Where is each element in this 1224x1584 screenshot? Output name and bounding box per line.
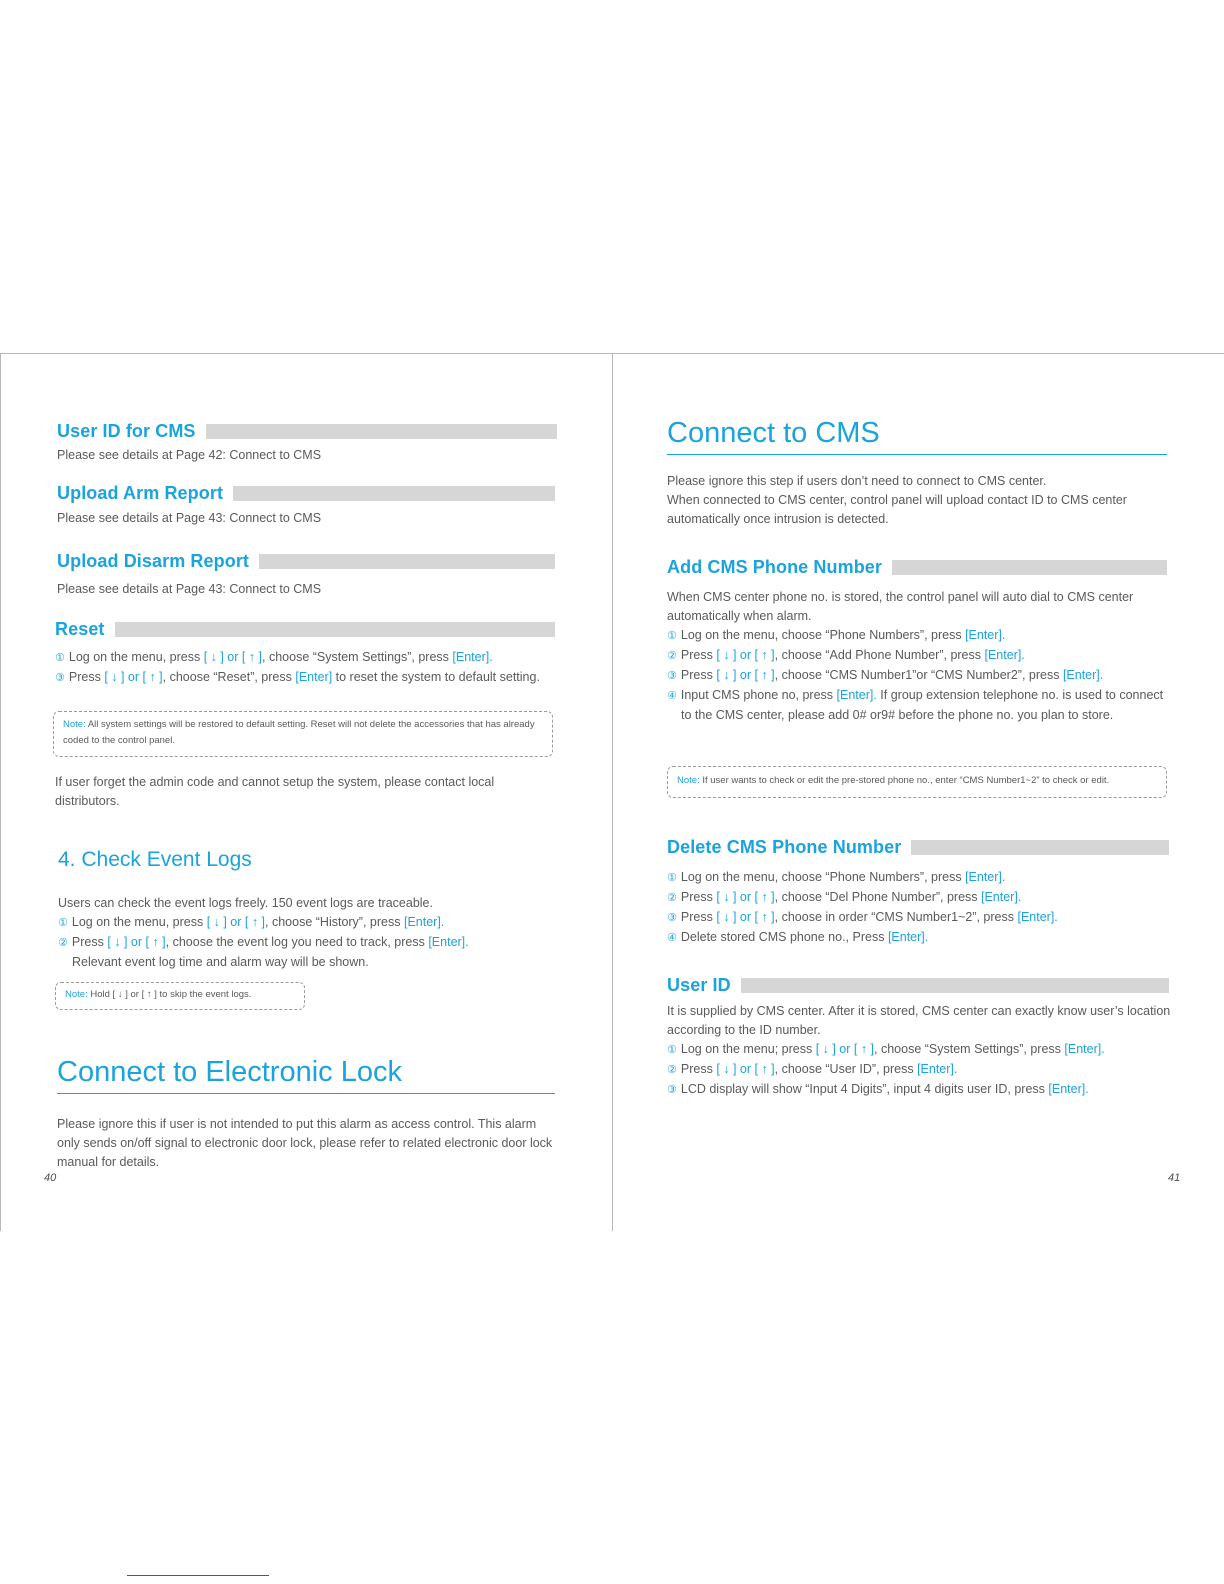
step-number: ① [667, 630, 677, 642]
key-arrows: [ ↓ ] or [ ↑ ] [716, 668, 775, 682]
connect-to-cms-title: Connect to CMS [667, 417, 1167, 455]
step-number: ③ [667, 1084, 677, 1096]
step-number: ② [667, 892, 677, 904]
step-text: , choose “Reset”, press [162, 670, 296, 684]
enter-key: [Enter]. [1064, 1042, 1105, 1056]
step-text: Delete stored CMS phone no., Press [680, 930, 888, 944]
user-id-title: User ID [667, 975, 731, 995]
step-text: Log on the menu, press [71, 915, 207, 929]
heading-bar [892, 560, 1167, 575]
step-text: , choose “User ID”, press [774, 1062, 918, 1076]
step-text: LCD display will show “Input 4 Digits”, input 4 digits user ID, press [680, 1082, 1049, 1096]
page-number-right: 41 [1168, 1172, 1181, 1184]
reset-step [55, 668, 545, 688]
step-text: Press [68, 670, 105, 684]
step-text: Log on the menu, choose “Phone Numbers”, press [680, 870, 966, 884]
event-log-step [58, 933, 548, 953]
add-cms-phone-heading [667, 557, 1167, 578]
key-arrows: [ ↓ ] or [ ↑ ] [104, 670, 163, 684]
upload-disarm-report-text: Please see details at Page 43: Connect to CMS [57, 582, 322, 596]
reset-title: Reset [55, 619, 105, 639]
event-log-step-continued: Relevant event log time and alarm way will be shown. [72, 955, 369, 969]
upload-arm-report-heading [57, 483, 555, 504]
delete-phone-step [667, 908, 1172, 928]
step-text: to reset the system to default setting. [332, 670, 540, 684]
cms-intro-line: When connected to CMS center, control panel will upload contact ID to CMS center automatically once intrusion is detected. [667, 493, 1127, 526]
reset-steps [55, 648, 545, 688]
note-label: Note: [65, 989, 88, 1000]
step-text: , choose in order “CMS Number1~2”, press [774, 910, 1018, 924]
key-arrows: [ ↓ ] or [ ↑ ] [716, 910, 775, 924]
enter-key: [Enter]. [887, 930, 929, 944]
cms-intro-line: Please ignore this step if users don’t need to connect to CMS center. [667, 474, 1047, 488]
step-text: , choose “System Settings”, press [262, 650, 453, 664]
user-id-body [667, 1002, 1172, 1100]
enter-key: [Enter]. [1062, 668, 1104, 682]
step-text: , choose “Add Phone Number”, press [774, 648, 985, 662]
step-number: ② [667, 650, 677, 662]
add-phone-note [667, 766, 1167, 798]
add-phone-intro: When CMS center phone no. is stored, the control panel will auto dial to CMS center automatically when alarm. [667, 590, 1134, 623]
note-text: All system settings will be restored to default setting. Reset will not delete the accessories that has already coded to the control panel. [63, 719, 535, 746]
step-text: Input CMS phone no, press [680, 688, 837, 702]
upload-arm-report-title: Upload Arm Report [57, 483, 224, 503]
user-id-step [667, 1040, 1172, 1060]
upload-disarm-report-title: Upload Disarm Report [57, 551, 250, 571]
event-logs-note [55, 982, 305, 1010]
event-log-step [58, 913, 548, 933]
delete-cms-phone-heading [667, 837, 1169, 858]
user-id-for-cms-text: Please see details at Page 42: Connect to CMS [57, 448, 322, 462]
upload-disarm-report-heading [57, 551, 555, 572]
check-event-logs-title: 4. Check Event Logs [58, 848, 252, 871]
step-number: ① [55, 652, 65, 664]
step-text: Press [680, 648, 717, 662]
enter-key: [Enter]. [1048, 1082, 1089, 1096]
step-text: Log on the menu; press [680, 1042, 816, 1056]
user-id-intro: It is supplied by CMS center. After it is stored, CMS center can exactly know user’s location according to the ID number. [667, 1004, 1171, 1037]
event-logs-body [58, 894, 548, 972]
user-id-heading [667, 975, 1169, 996]
enter-key: [Enter]. [836, 688, 877, 702]
step-number: ② [667, 1064, 677, 1076]
step-text: , choose the event log you need to track, press [165, 935, 429, 949]
step-text: , choose “Del Phone Number”, press [774, 890, 981, 904]
left-page-border [0, 353, 1, 1231]
heading-bar [115, 622, 555, 637]
user-id-for-cms-heading [57, 421, 557, 442]
step-number: ③ [667, 670, 677, 682]
user-id-for-cms-title: User ID for CMS [57, 421, 196, 441]
enter-key: [Enter]. [984, 648, 1025, 662]
connect-electronic-lock-title: Connect to Electronic Lock [57, 1056, 555, 1094]
reset-step [55, 648, 545, 668]
step-text: Press [680, 668, 717, 682]
add-cms-phone-title: Add CMS Phone Number [667, 557, 883, 577]
step-number: ① [667, 872, 677, 884]
key-arrows: [ ↓ ] or [ ↑ ] [716, 648, 775, 662]
reset-heading [55, 619, 555, 640]
step-text: If group extension telephone no. is used to connect to the CMS center, please add 0# or9# before the phone no. you plan to store. [681, 688, 1164, 722]
add-phone-step [667, 646, 1172, 666]
key-arrows: [ ↓ ] or [ ↑ ] [815, 1042, 875, 1056]
enter-key: [Enter]. [403, 915, 445, 929]
step-text: Press [680, 910, 717, 924]
enter-key: [Enter]. [981, 890, 1022, 904]
note-text: If user wants to check or edit the pre-stored phone no., enter “CMS Number1~2” to check or edit. [702, 775, 1110, 786]
step-number: ③ [55, 672, 65, 684]
step-number: ① [58, 917, 68, 929]
page-gutter-divider [612, 353, 613, 1231]
enter-key: [Enter]. [965, 870, 1006, 884]
note-label: Note: [63, 719, 86, 730]
key-arrows: [ ↓ ] or [ ↑ ] [206, 915, 266, 929]
add-cms-phone-body [667, 588, 1172, 725]
add-phone-step [667, 686, 1172, 725]
key-arrows: [ ↓ ] or [ ↑ ] [107, 935, 166, 949]
step-text: Press [680, 1062, 717, 1076]
key-arrows: [ ↓ ] or [ ↑ ] [716, 1062, 775, 1076]
key-arrows: [ ↓ ] or [ ↑ ] [716, 890, 775, 904]
note-text: Hold [ ↓ ] or [ ↑ ] to skip the event logs. [90, 989, 252, 1000]
step-text: Press [680, 890, 717, 904]
delete-cms-phone-title: Delete CMS Phone Number [667, 837, 902, 857]
enter-key: [Enter]. [428, 935, 469, 949]
enter-key: [Enter]. [1017, 910, 1058, 924]
delete-phone-step [667, 928, 1172, 948]
enter-key: [Enter] [295, 670, 333, 684]
step-number: ④ [667, 932, 677, 944]
reset-after-text: If user forget the admin code and cannot setup the system, please contact local distributors. [55, 775, 495, 808]
heading-bar [741, 978, 1169, 993]
enter-key: [Enter]. [917, 1062, 958, 1076]
step-text: , choose “System Settings”, press [874, 1042, 1065, 1056]
heading-bar [206, 424, 557, 439]
step-number: ① [667, 1044, 677, 1056]
connect-to-cms-text [667, 472, 1172, 529]
note-label: Note: [677, 775, 700, 786]
event-logs-intro: Users can check the event logs freely. 150 event logs are traceable. [58, 896, 433, 910]
add-phone-step [667, 626, 1172, 646]
footer-link-underline [127, 1575, 269, 1576]
electronic-lock-text: Please ignore this if user is not intended to put this alarm as access control. This alarm only sends on/off signal to electronic door lock, please refer to related electronic door lock manual for details. [57, 1117, 553, 1169]
add-phone-step [667, 666, 1172, 686]
key-arrows: [ ↓ ] or [ ↑ ] [203, 650, 263, 664]
page-number-left: 40 [44, 1172, 57, 1184]
user-id-step [667, 1060, 1172, 1080]
step-number: ④ [667, 690, 677, 702]
delete-cms-phone-body [667, 868, 1172, 948]
user-id-step [667, 1080, 1172, 1100]
delete-phone-step [667, 888, 1172, 908]
step-text: , choose “History”, press [265, 915, 404, 929]
step-text: Log on the menu, choose “Phone Numbers”, press [680, 628, 966, 642]
heading-bar [233, 486, 555, 501]
upload-arm-report-text: Please see details at Page 43: Connect to CMS [57, 511, 322, 525]
reset-note [53, 711, 553, 757]
step-number: ② [58, 937, 68, 949]
step-text: Press [71, 935, 108, 949]
step-text: , choose “CMS Number1”or “CMS Number2”, press [774, 668, 1063, 682]
step-number: ③ [667, 912, 677, 924]
step-text: Log on the menu, press [68, 650, 204, 664]
enter-key: [Enter]. [452, 650, 493, 664]
delete-phone-step [667, 868, 1172, 888]
heading-bar [911, 840, 1169, 855]
enter-key: [Enter]. [965, 628, 1006, 642]
heading-bar [259, 554, 555, 569]
